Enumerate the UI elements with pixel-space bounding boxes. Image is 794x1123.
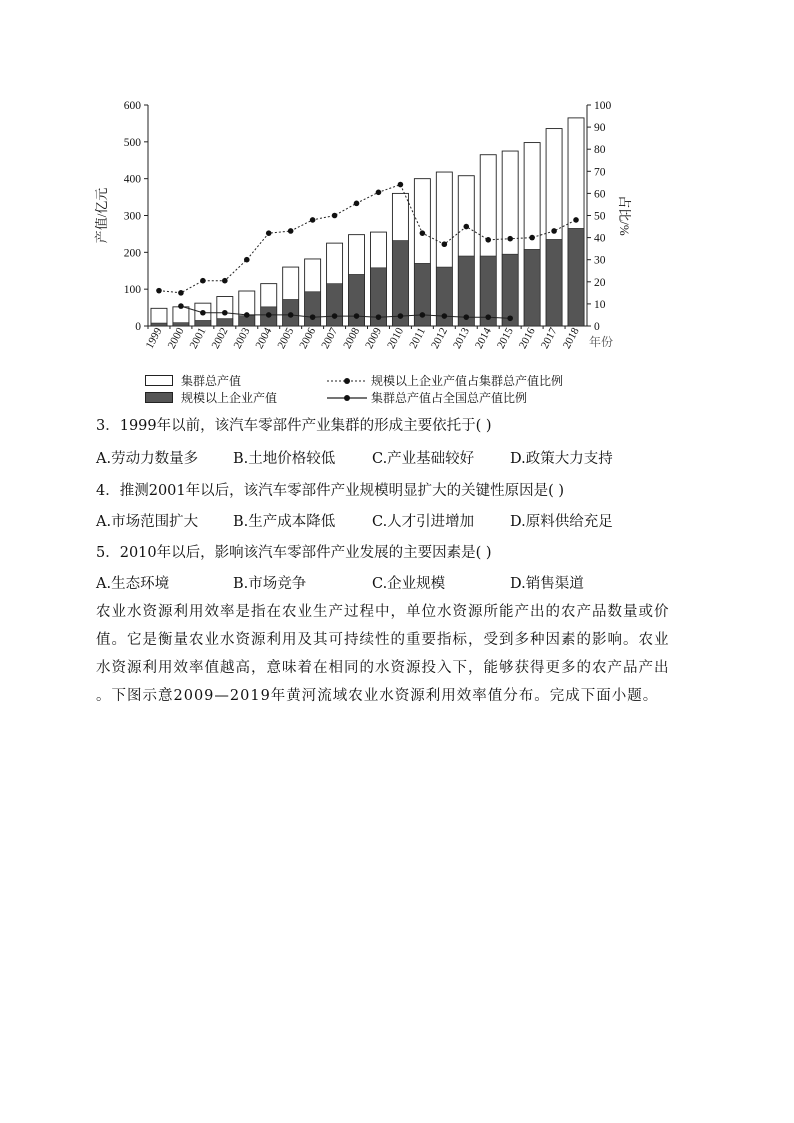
- bar-above-scale: [568, 228, 584, 326]
- point-ratio-national: [332, 313, 338, 319]
- left-tick-label: 0: [135, 321, 141, 333]
- passage-line: 农业水资源利用效率是指在农业生产过程中，单位水资源所能产出的农产品数量或价: [96, 604, 670, 620]
- reading-passage: [96, 598, 706, 710]
- bar-above-scale: [217, 319, 233, 326]
- point-ratio-national: [376, 314, 382, 320]
- point-ratio-above-scale: [310, 217, 316, 223]
- question-stem: 5．2010年以后，影响该汽车零部件产业发展的主要因素是( ): [96, 545, 492, 561]
- option-d: D.政策大力支持: [510, 451, 613, 467]
- right-tick-label: 40: [594, 232, 606, 245]
- point-ratio-national: [354, 313, 360, 319]
- legend-label: 集群总产值: [181, 374, 242, 388]
- x-unit-label: 年份: [589, 335, 614, 349]
- x-tick-label: 1999: [143, 325, 165, 351]
- x-tick-label: 2012: [429, 325, 450, 351]
- point-ratio-above-scale: [551, 228, 557, 234]
- point-ratio-above-scale: [244, 257, 250, 263]
- solid-line-marker-icon: [327, 393, 367, 403]
- point-ratio-national: [463, 314, 469, 320]
- legend-label: 规模以上企业产值: [181, 391, 278, 405]
- point-ratio-above-scale: [200, 278, 206, 284]
- point-ratio-above-scale: [288, 228, 294, 234]
- chart-bars: [151, 118, 584, 326]
- right-tick-label: 60: [594, 188, 606, 201]
- point-ratio-above-scale: [398, 182, 404, 188]
- right-tick-label: 30: [594, 254, 606, 267]
- point-ratio-above-scale: [463, 224, 469, 230]
- option-c: C.产业基础较好: [372, 451, 475, 467]
- point-ratio-national: [266, 312, 272, 318]
- point-ratio-above-scale: [222, 278, 228, 284]
- legend-item-above-scale: [145, 389, 277, 406]
- option-b: B.生产成本降低: [233, 514, 336, 530]
- x-tick-label: 2014: [472, 325, 494, 351]
- x-tick-label: 2005: [275, 325, 297, 351]
- left-tick-label: 400: [123, 173, 141, 186]
- legend-item-total: [145, 372, 241, 389]
- x-tick-label: 2017: [538, 325, 560, 351]
- bar-above-scale: [502, 254, 518, 326]
- point-ratio-national: [310, 314, 316, 320]
- point-ratio-national: [178, 303, 184, 309]
- option-c: C.企业规模: [372, 576, 446, 592]
- bar-above-scale: [524, 249, 540, 326]
- point-ratio-above-scale: [442, 241, 448, 247]
- right-tick-label: 20: [594, 276, 606, 289]
- y2-axis-title: 占比/%: [617, 195, 632, 236]
- left-tick-label: 100: [123, 284, 141, 297]
- point-ratio-national: [222, 310, 228, 316]
- question-stem: 3．1999年以前，该汽车零部件产业集群的形成主要依托于( ): [96, 418, 492, 434]
- right-tick-label: 10: [594, 298, 606, 311]
- x-tick-label: 2004: [253, 325, 275, 351]
- option-d: D.销售渠道: [510, 576, 584, 592]
- legend-item-dotted-ratio: [327, 372, 563, 389]
- right-tick-label: 50: [594, 210, 606, 223]
- left-tick-label: 200: [123, 247, 141, 260]
- x-tick-label: 2008: [341, 325, 363, 351]
- point-ratio-above-scale: [376, 189, 382, 195]
- point-ratio-above-scale: [354, 201, 360, 207]
- x-tick-label: 2010: [385, 325, 407, 351]
- left-tick-label: 300: [123, 210, 141, 223]
- passage-line: 水资源利用效率值越高，意味着在相同的水资源投入下，能够获得更多的农产品产出: [96, 660, 670, 676]
- option-c: C.人才引进增加: [372, 514, 475, 530]
- point-ratio-national: [420, 312, 426, 318]
- point-ratio-national: [200, 310, 206, 316]
- x-tick-label: 2016: [516, 325, 538, 351]
- legend-label: 规模以上企业产值占集群总产值比例: [371, 374, 564, 388]
- x-tick-label: 2013: [451, 325, 472, 351]
- bar-line-chart: [90, 95, 630, 360]
- legend-item-solid-ratio: [327, 389, 527, 406]
- x-tick-label: 2009: [363, 325, 385, 351]
- option-a: A.劳动力数量多: [96, 451, 199, 467]
- point-ratio-above-scale: [178, 290, 184, 296]
- point-ratio-national: [398, 313, 404, 319]
- passage-line: 值。它是衡量农业水资源利用及其可持续性的重要指标，受到多种因素的影响。农业: [96, 632, 670, 648]
- bar-above-scale: [195, 320, 211, 326]
- point-ratio-above-scale: [420, 230, 426, 236]
- point-ratio-national: [507, 315, 513, 321]
- point-ratio-national: [244, 312, 250, 318]
- right-tick-label: 100: [594, 100, 612, 112]
- x-tick-label: 2000: [165, 325, 187, 351]
- left-tick-label: 600: [123, 100, 141, 112]
- point-ratio-above-scale: [156, 288, 162, 294]
- passage-line: 。下图示意2009—2019年黄河流域农业水资源利用效率值分布。完成下面小题。: [96, 688, 659, 704]
- point-ratio-national: [288, 312, 294, 318]
- x-tick-label: 2006: [297, 325, 319, 351]
- bar-above-scale: [392, 241, 408, 326]
- bar-above-scale: [327, 284, 343, 326]
- x-tick-label: 2007: [319, 325, 341, 351]
- question-stem: 4．推测2001年以后，该汽车零部件产业规模明显扩大的关键性原因是( ): [96, 483, 565, 499]
- x-tick-label: 2003: [231, 325, 253, 351]
- option-a: A.生态环境: [96, 576, 170, 592]
- bar-above-scale: [305, 292, 321, 326]
- right-tick-label: 0: [594, 321, 600, 333]
- x-tick-label: 2001: [187, 325, 209, 351]
- point-ratio-above-scale: [266, 230, 272, 236]
- legend-swatch-gray: [145, 392, 173, 403]
- x-tick-label: 2011: [407, 325, 429, 351]
- x-tick-label: 2018: [560, 325, 582, 351]
- point-ratio-above-scale: [485, 237, 491, 243]
- point-ratio-above-scale: [573, 217, 579, 223]
- point-ratio-national: [485, 314, 491, 320]
- point-ratio-above-scale: [332, 213, 338, 219]
- x-tick-label: 2015: [494, 325, 516, 351]
- legend-label: 集群总产值占全国总产值比例: [371, 391, 528, 405]
- option-a: A.市场范围扩大: [96, 514, 199, 530]
- right-tick-label: 90: [594, 122, 606, 135]
- x-tick-label: 2002: [209, 325, 231, 351]
- dotted-line-marker-icon: [327, 376, 367, 386]
- chart-legend: [145, 372, 605, 406]
- legend-swatch-white: [145, 375, 173, 386]
- bar-above-scale: [546, 239, 562, 326]
- option-b: B.市场竞争: [233, 576, 307, 592]
- y-axis-title: 产值/亿元: [94, 187, 109, 244]
- left-tick-label: 500: [123, 136, 141, 149]
- right-tick-label: 80: [594, 144, 606, 157]
- point-ratio-above-scale: [529, 235, 535, 241]
- option-b: B.土地价格较低: [233, 451, 336, 467]
- option-d: D.原料供给充足: [510, 514, 613, 530]
- right-tick-label: 70: [594, 166, 606, 179]
- point-ratio-above-scale: [507, 236, 513, 242]
- point-ratio-national: [442, 313, 448, 319]
